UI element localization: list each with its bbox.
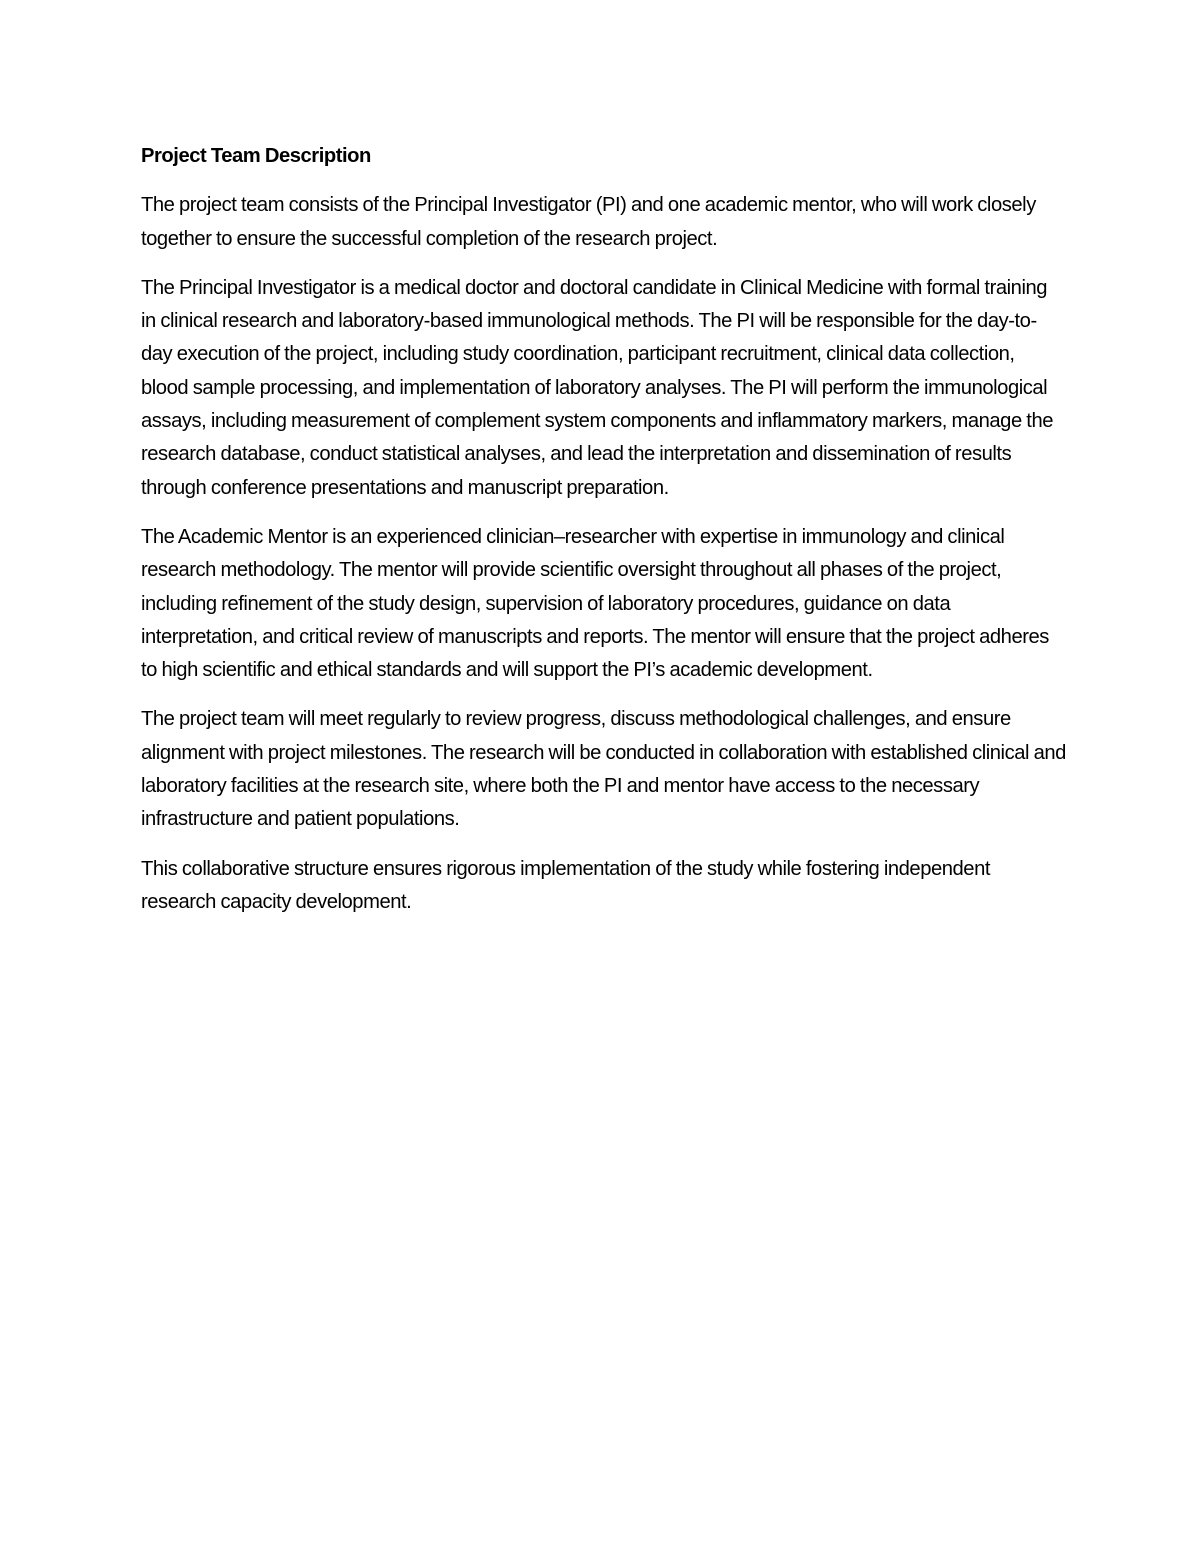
paragraph-academic-mentor: The Academic Mentor is an experienced clinician–researcher with expertise in immunology and clinical research methodology. The mentor will provide scientific oversight throughout all phases of the project, including refinement of the study design, supervision of laboratory procedures, guidance on data interpretation, and critical review of manuscripts and reports. The mentor will ensure that the project adheres to high scientific and ethical standards and will support the PI’s academic development. (141, 525, 1049, 682)
paragraph-team-meetings: The project team will meet regularly to review progress, discuss methodological challenges, and ensure alignment with project milestones. The research will be conducted in collaboration with established clinical and laboratory facilities at the research site, where both the PI and mentor have access to the necessary infrastructure and patient populations. (141, 708, 1066, 831)
paragraph-principal-investigator: The Principal Investigator is a medical doctor and doctoral candidate in Clinical Medicine with formal training in clinical research and laboratory-based immunological methods. The PI will be responsible for the day-to-day execution of the project, including study coordination, participant recruitment, clinical data collection, blood sample processing, and implementation of laboratory analyses. The PI will perform the immunological assays, including measurement of complement system components and inflammatory markers, manage the research database, conduct statistical analyses, and lead the interpretation and dissemination of results through conference presentations and manuscript preparation. (141, 276, 1054, 499)
paragraph-collaborative-structure: This collaborative structure ensures rigorous implementation of the study while fostering independent research capacity development. (141, 857, 991, 913)
paragraph-team-overview: The project team consists of the Principal Investigator (PI) and one academic mentor, who will work closely together to ensure the successful completion of the research project. (141, 194, 1036, 250)
document-body (141, 140, 1066, 935)
document-title: Project Team Description (141, 145, 371, 167)
